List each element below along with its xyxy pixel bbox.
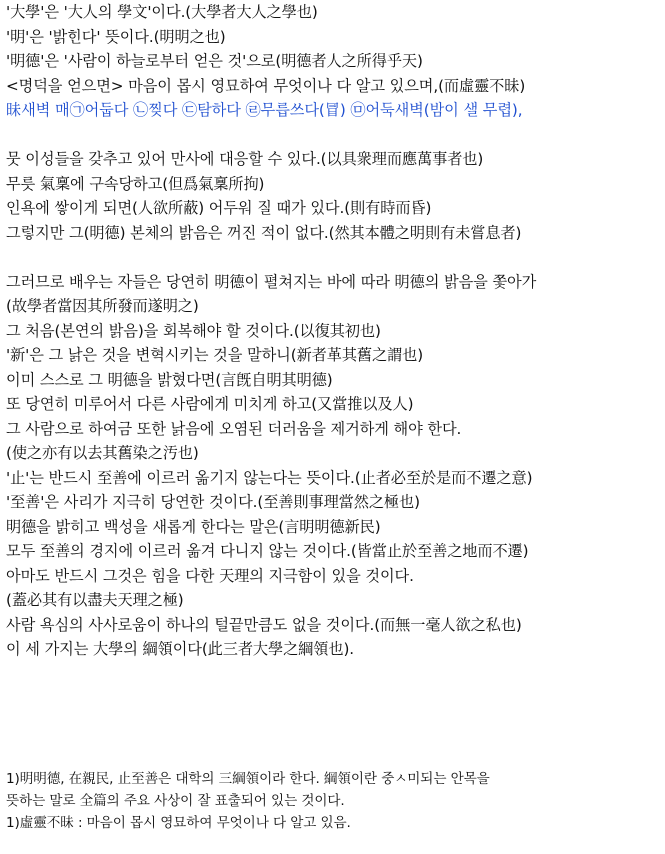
text-line: (蓋必其有以盡夫天理之極) (6, 591, 184, 609)
text-line: 뭇 이성들을 갖추고 있어 만사에 대응할 수 있다.(以具衆理而應萬事者也) (6, 150, 484, 168)
text-line: 그 처음(본연의 밝음)을 회복해야 할 것이다.(以復其初也) (6, 321, 381, 340)
footnotes (6, 768, 662, 834)
text-line: 이미 스스로 그 明德을 밝혔다면(言旣自明其明德) (6, 370, 333, 389)
section-middle (6, 147, 662, 245)
text-line: (故學者當因其所發而遂明之) (6, 297, 199, 315)
text-line: <명덕을 얻으면> 마음이 몹시 영묘하여 무엇이나 다 알고 있으며,(而虛靈不昧) (6, 76, 526, 95)
text-line: 인욕에 쌓이게 되면(人欲所蔽) 어두워 질 때가 있다.(則有時而昏) (6, 199, 432, 217)
document-body (6, 0, 662, 662)
text-line: 이 세 가지는 大學의 綱領이다(此三者大學之綱領也). (6, 640, 354, 658)
paragraph-gap (6, 245, 662, 270)
paragraph-gap (6, 123, 662, 148)
section-main (6, 270, 662, 662)
text-line: 또 당연히 미루어서 다른 사람에게 미치게 하고(又當推以及人) (6, 395, 414, 413)
text-line: '明德'은 '사람이 하늘로부터 얻은 것'으로(明德者人之所得乎天) (6, 52, 423, 70)
text-line: '止'는 반드시 至善에 이르러 옮기지 않는다는 뜻이다.(止者必至於是而不遷之意) (6, 468, 533, 487)
footnote-line: 1)虛靈不昧 : 마음이 몹시 영묘하여 무엇이나 다 알고 있음. (6, 815, 351, 831)
text-line: 사람 욕심의 사사로움이 하나의 털끝만큼도 없을 것이다.(而無一毫人欲之私也) (6, 615, 522, 634)
text-line: 모두 至善의 경지에 이르러 옮겨 다니지 않는 것이다.(皆當止於至善之地而不遷) (6, 542, 529, 560)
text-line: 무릇 氣稟에 구속당하고(但爲氣稟所拘) (6, 174, 265, 193)
gloss-line: 昧새벽 매㉠어둡다 ㉡찢다 ㉢탐하다 ㉣무릅쓰다(冒) ㉤어둑새벽(밤이 샐 무렵), (6, 101, 523, 119)
text-line: (使之亦有以去其舊染之汚也) (6, 444, 199, 462)
text-line: 그러므로 배우는 자들은 당연히 明德이 펼쳐지는 바에 따라 明德의 밝음을 쫓아가 (6, 272, 537, 291)
text-line: '新'은 그 낡은 것을 변혁시키는 것을 말하니(新者革其舊之謂也) (6, 346, 424, 364)
section-intro (6, 0, 662, 123)
text-line: '明'은 '밝힌다' 뜻이다.(明明之也) (6, 27, 226, 46)
text-line: '大學'은 '大人의 學文'이다.(大學者大人之學也) (6, 3, 318, 21)
text-line: 明德을 밝히고 백성을 새롭게 한다는 말은(言明明德新民) (6, 517, 381, 536)
text-line: '至善'은 사리가 지극히 당연한 것이다.(至善則事理當然之極也) (6, 493, 420, 511)
text-line: 그렇지만 그(明德) 본체의 밝음은 꺼진 적이 없다.(然其本體之明則有未嘗息者) (6, 223, 522, 242)
text-line: 그 사람으로 하여금 또한 낡음에 오염된 더러움을 제거하게 해야 한다. (6, 419, 462, 438)
footnote-line: 뜻하는 말로 全篇의 주요 사상이 잘 표출되어 있는 것이다. (6, 793, 345, 809)
text-line: 아마도 반드시 그것은 힘을 다한 天理의 지극함이 있을 것이다. (6, 566, 414, 585)
footnote-line: 1)明明德, 在親民, 止至善은 대학의 三綱領이라 한다. 綱領이란 중ㅅ미되는 안목을 (6, 771, 490, 787)
